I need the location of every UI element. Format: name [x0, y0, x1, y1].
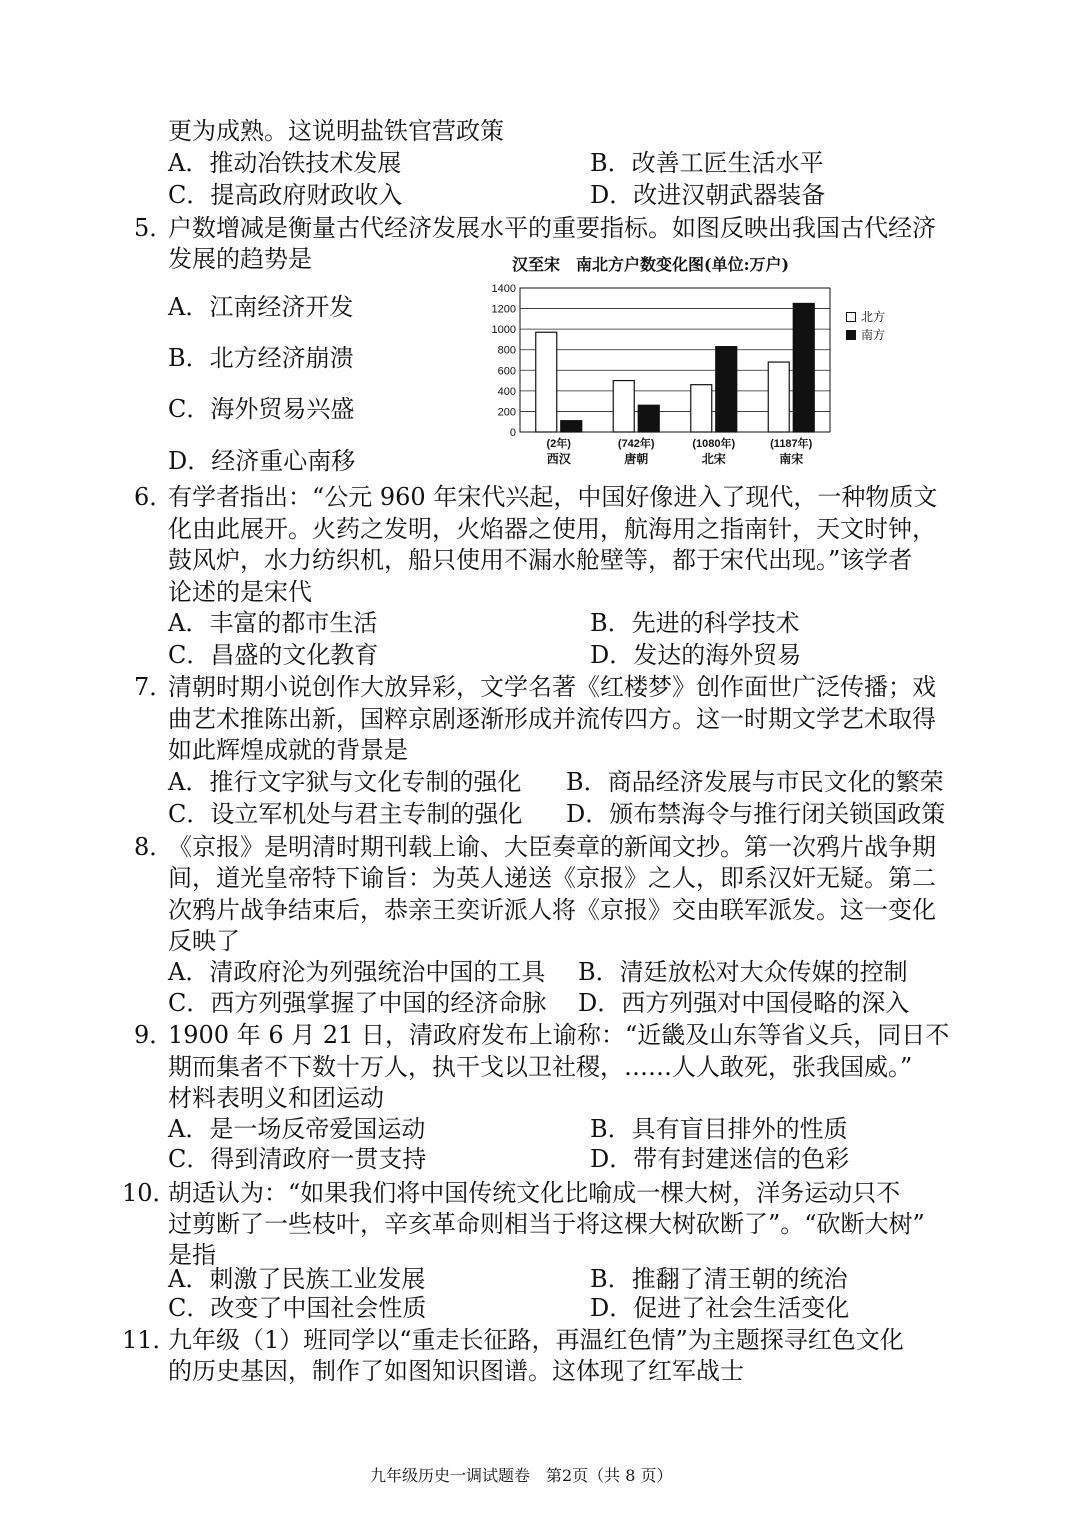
option-letter: A．	[168, 1115, 210, 1143]
option-text: 北方经济崩溃	[209, 344, 354, 372]
option-letter: D．	[590, 1145, 634, 1173]
option-letter: A．	[168, 768, 210, 796]
option-text: 海外贸易兴盛	[210, 395, 355, 423]
option-text: 是一场反帝爱国运动	[209, 1115, 426, 1143]
option-text: 提高政府财政收入	[210, 181, 403, 209]
option-letter: A．	[168, 609, 210, 637]
chart-canvas	[484, 252, 894, 470]
option-letter: D．	[590, 641, 634, 669]
q9-option-d[interactable]	[590, 1144, 849, 1174]
x-tick-year-label: (1080年)	[692, 438, 736, 450]
legend-south-swatch	[846, 330, 856, 340]
option-text: 设立军机处与君主专制的强化	[210, 800, 523, 828]
option-text: 改变了中国社会性质	[210, 1294, 427, 1322]
q6-stem-line: 论述的是宋代	[168, 578, 312, 606]
q5-option-b[interactable]	[168, 343, 354, 373]
option-text: 带有封建迷信的色彩	[633, 1145, 850, 1173]
option-letter: D．	[590, 1294, 634, 1322]
q6-option-b[interactable]	[590, 608, 800, 638]
option-letter: B．	[590, 1115, 632, 1143]
option-text: 推行文字狱与文化专制的强化	[209, 768, 522, 796]
q6-stem-line: 化由此展开。火药之发明，火焰器之使用，航海用之指南针，天文时钟，	[168, 515, 936, 543]
q4-option-b[interactable]	[590, 148, 824, 178]
q10-option-d[interactable]	[590, 1293, 849, 1323]
q6-option-d[interactable]	[590, 640, 801, 670]
q7-option-b[interactable]	[566, 767, 944, 797]
q5-option-c[interactable]	[168, 394, 354, 424]
option-letter: C．	[168, 1145, 211, 1173]
q10-number: 10．	[122, 1179, 177, 1207]
option-letter: A．	[168, 293, 210, 321]
q10-stem-line: 是指	[168, 1241, 216, 1269]
q8-stem-line: 反映了	[168, 927, 240, 955]
q9-option-c[interactable]	[168, 1144, 426, 1174]
option-text: 商品经济发展与市民文化的繁荣	[607, 768, 944, 796]
x-tick-year-label: (2年)	[546, 438, 571, 450]
q10-option-b[interactable]	[590, 1264, 848, 1294]
option-text: 西方列强掌握了中国的经济命脉	[210, 989, 547, 1017]
q9-stem-line: 1900 年 6 月 21 日，清政府发布上谕称：“近畿及山东等省义兵，同日不	[168, 1021, 950, 1049]
q7-option-a[interactable]	[168, 767, 521, 797]
legend-north-swatch	[846, 312, 856, 322]
bar-north	[613, 381, 634, 432]
option-letter: C．	[168, 1294, 211, 1322]
option-letter: D．	[566, 800, 610, 828]
q8-option-a[interactable]	[168, 957, 545, 987]
option-letter: C．	[168, 800, 211, 828]
q7-option-d[interactable]	[566, 799, 945, 829]
option-text: 推翻了清王朝的统治	[631, 1265, 848, 1293]
q7-stem-line: 曲艺术推陈出新，国粹京剧逐渐形成并流传四方。这一时期文学艺术取得	[168, 705, 936, 733]
option-letter: B．	[168, 344, 210, 372]
q10-option-c[interactable]	[168, 1293, 426, 1323]
q6-number: 6．	[134, 483, 174, 511]
q6-option-c[interactable]	[168, 640, 378, 670]
option-text: 江南经济开发	[209, 293, 354, 321]
x-tick-label: 北宋	[701, 452, 726, 466]
y-tick-label: 1400	[491, 283, 516, 295]
q8-option-b[interactable]	[578, 957, 908, 987]
bar-south	[638, 405, 659, 432]
q8-stem-line: 间，道光皇帝特下谕旨：为英人递送《京报》之人，即系汉奸无疑。第二	[168, 864, 936, 892]
q9-stem-line: 期而集者不下数十万人，执干戈以卫社稷，……人人敢死，张我国威。”	[168, 1053, 913, 1081]
q9-option-a[interactable]	[168, 1114, 425, 1144]
option-letter: A．	[168, 1265, 210, 1293]
option-letter: D．	[578, 989, 622, 1017]
option-letter: C．	[168, 989, 211, 1017]
bar-north	[768, 362, 789, 432]
q10-stem-line: 胡适认为：“如果我们将中国传统文化比喻成一棵大树，洋务运动只不	[168, 1179, 901, 1207]
q5-number: 5．	[134, 214, 174, 242]
q4-continuation: 更为成熟。这说明盐铁官营政策	[168, 117, 504, 145]
option-letter: B．	[590, 609, 632, 637]
y-tick-label: 1200	[491, 303, 516, 316]
option-letter: B．	[590, 149, 632, 177]
option-text: 发达的海外贸易	[633, 641, 802, 669]
chart-title: 汉至宋 南北方户数变化图(单位:万户)	[512, 255, 790, 274]
option-letter: B．	[590, 1265, 632, 1293]
option-letter: D．	[590, 181, 634, 209]
q4-option-a[interactable]	[168, 148, 401, 178]
y-tick-label: 0	[509, 427, 516, 439]
bar-south	[716, 347, 737, 432]
option-letter: C．	[168, 181, 211, 209]
q9-option-b[interactable]	[590, 1114, 848, 1144]
y-tick-label: 400	[497, 385, 516, 398]
option-text: 西方列强对中国侵略的深入	[621, 989, 910, 1017]
q6-stem-line: 鼓风炉，水力纺织机，船只使用不漏水舱壁等，都于宋代出现。”该学者	[168, 546, 913, 574]
option-text: 推动冶铁技术发展	[209, 149, 402, 177]
y-tick-label: 1000	[491, 324, 516, 337]
option-text: 经济重心南移	[211, 447, 356, 475]
q10-option-a[interactable]	[168, 1264, 425, 1294]
q8-option-c[interactable]	[168, 988, 546, 1018]
q4-option-d[interactable]	[590, 180, 825, 210]
q5-option-a[interactable]	[168, 292, 353, 322]
option-text: 改进汉朝武器装备	[633, 181, 826, 209]
option-letter: C．	[168, 641, 211, 669]
option-letter: D．	[168, 447, 212, 475]
q7-stem-line: 如此辉煌成就的背景是	[168, 736, 408, 764]
q11-number: 11．	[122, 1326, 177, 1354]
q5-stem-line: 发展的趋势是	[168, 245, 312, 273]
q7-number: 7．	[134, 673, 174, 701]
bar-north	[536, 332, 557, 432]
x-tick-year-label: (742年)	[617, 438, 655, 450]
option-text: 丰富的都市生活	[209, 609, 378, 637]
q4-option-c[interactable]	[168, 180, 402, 210]
x-tick-label: 唐朝	[624, 452, 649, 466]
legend-north-label: 北方	[861, 310, 886, 324]
option-text: 具有盲目排外的性质	[631, 1115, 848, 1143]
option-text: 先进的科学技术	[631, 609, 800, 637]
q5-option-d[interactable]	[168, 446, 355, 476]
option-text: 改善工匠生活水平	[631, 149, 824, 177]
q8-stem-line: 《京报》是明清时期刊载上谕、大臣奏章的新闻文抄。第一次鸦片战争期	[168, 833, 936, 861]
q11-stem-line: 的历史基因，制作了如图知识图谱。这体现了红军战士	[168, 1357, 744, 1385]
x-tick-label: 南宋	[779, 452, 804, 466]
option-letter: C．	[168, 395, 211, 423]
option-letter: B．	[578, 958, 620, 986]
y-tick-label: 600	[497, 365, 516, 378]
option-text: 清廷放松对大众传媒的控制	[619, 958, 908, 986]
option-text: 得到清政府一贯支持	[210, 1145, 427, 1173]
q7-stem-line: 清朝时期小说创作大放异彩，文学名著《红楼梦》创作面世广泛传播；戏	[168, 673, 936, 701]
q5-stem-line: 户数增减是衡量古代经济发展水平的重要指标。如图反映出我国古代经济	[168, 214, 936, 242]
option-letter: A．	[168, 149, 210, 177]
option-text: 昌盛的文化教育	[210, 641, 379, 669]
q8-number: 8．	[134, 833, 174, 861]
household-bar-chart	[484, 252, 894, 470]
bar-south	[793, 303, 814, 432]
y-tick-label: 200	[497, 406, 516, 419]
option-letter: B．	[566, 768, 608, 796]
q8-option-d[interactable]	[578, 988, 909, 1018]
q7-option-c[interactable]	[168, 799, 522, 829]
q9-number: 9．	[134, 1021, 174, 1049]
q6-stem-line: 有学者指出：“公元 960 年宋代兴起，中国好像进入了现代，一种物质文	[168, 483, 938, 511]
q9-stem-line: 材料表明义和团运动	[168, 1084, 384, 1112]
bar-north	[691, 385, 712, 432]
x-tick-label: 西汉	[546, 452, 571, 466]
page-footer: 九年级历史一调试题卷 第2页（共 8 页）	[370, 1466, 673, 1485]
option-text: 颁布禁海令与推行闭关锁国政策	[609, 800, 946, 828]
option-text: 清政府沦为列强统治中国的工具	[209, 958, 546, 986]
option-letter: A．	[168, 958, 210, 986]
q11-stem-line: 九年级（1）班同学以“重走长征路，再温红色情”为主题探寻红色文化	[168, 1326, 904, 1354]
legend-north	[846, 308, 885, 325]
q6-option-a[interactable]	[168, 608, 377, 638]
legend-south	[846, 326, 885, 343]
bar-south	[561, 421, 582, 432]
q10-stem-line: 过剪断了一些枝叶，辛亥革命则相当于将这棵大树砍断了”。“砍断大树”	[168, 1210, 925, 1238]
y-tick-label: 800	[497, 344, 516, 357]
x-tick-year-label: (1187年)	[770, 438, 813, 450]
option-text: 刺激了民族工业发展	[209, 1265, 426, 1293]
q8-stem-line: 次鸦片战争结束后，恭亲王奕䜣派人将《京报》交由联军派发。这一变化	[168, 896, 936, 924]
legend-south-label: 南方	[861, 328, 886, 342]
option-text: 促进了社会生活变化	[633, 1294, 850, 1322]
